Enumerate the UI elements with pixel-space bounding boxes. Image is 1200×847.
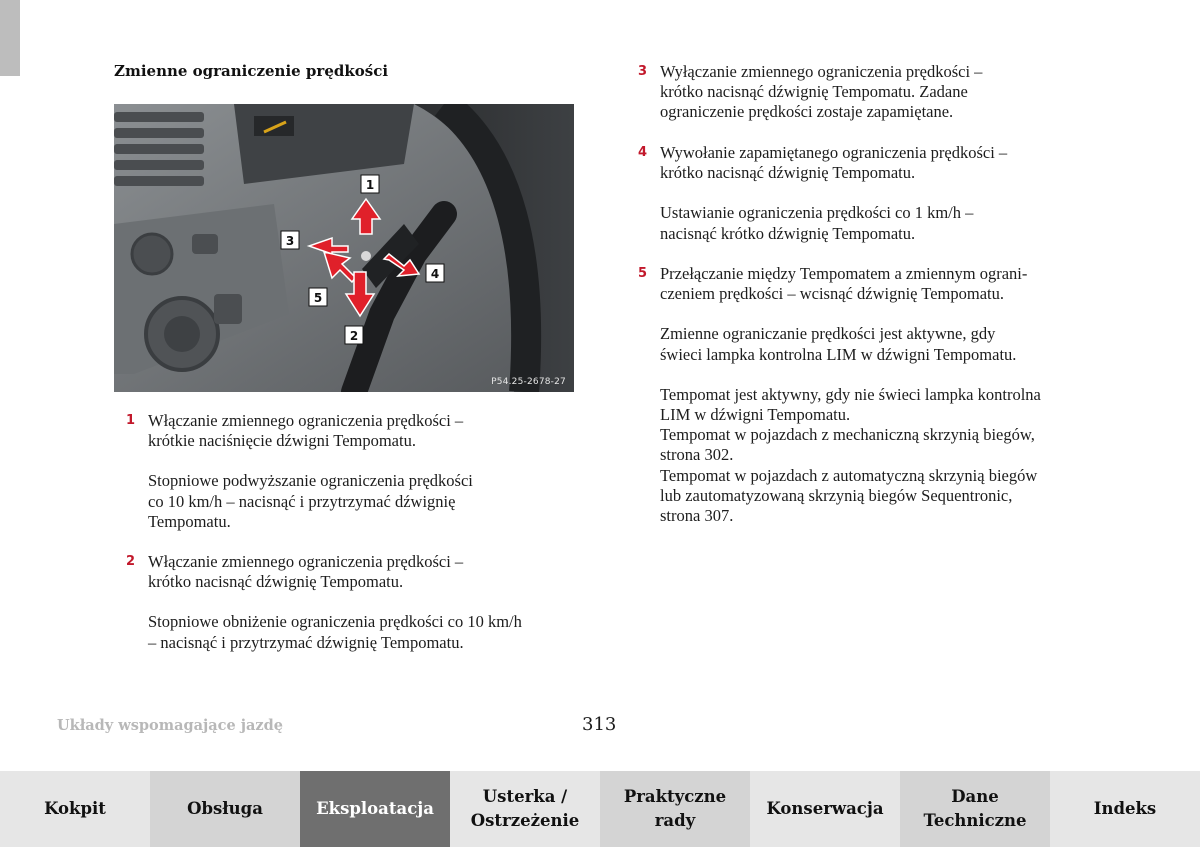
corner-tab-marker [0,0,20,76]
list-item-3 [638,62,1120,123]
tab-indeks[interactable]: Indeks [1050,771,1200,847]
list-item-4 [638,143,1120,244]
tab-obsluga[interactable]: Obsługa [150,771,300,847]
item-number: 4 [638,145,648,160]
item-line: krótko nacisnąć dźwignię Tempomatu. [148,572,404,592]
item-line: świeci lampka kontrolna LIM w dźwigni Tempomatu. [660,344,1017,364]
tab-usterka-ostrzezenie[interactable]: Usterka / Ostrzeżenie [450,771,600,847]
item-number: 2 [126,554,136,569]
callout-2: 2 [349,329,359,343]
item-line: Tempomat w pojazdach z automatyczną skrzynią biegów [660,465,1038,485]
item-line: strona 307. [660,506,734,526]
item-line: LIM w dźwigni Tempomatu. [660,405,851,425]
item-line: Tempomat jest aktywny, gdy nie świeci lampka kontrolna [660,384,1041,404]
callout-5: 5 [313,291,323,305]
tab-praktyczne-rady[interactable]: Praktyczne rady [600,771,750,847]
callout-3: 3 [285,234,295,248]
page-number: 313 [582,714,617,735]
item-line: lub zautomatyzowaną skrzynią biegów Sequentronic, [660,485,1013,505]
item-line: Stopniowe podwyższanie ograniczenia prędkości [148,471,473,491]
item-line: ograniczenie prędkości zostaje zapamiętane. [660,102,954,122]
chapter-navigation-bar [0,771,1200,847]
item-number: 3 [638,64,648,79]
tab-konserwacja[interactable]: Konserwacja [750,771,900,847]
item-line: Włączanie zmiennego ograniczenia prędkości – [148,552,464,571]
list-item-1 [126,411,588,532]
item-line: krótkie naciśnięcie dźwigni Tempomatu. [148,431,416,451]
figure-reference-code: P54.25-2678-27 [491,377,566,387]
tab-eksploatacja[interactable]: Eksploatacja [300,771,450,847]
item-line: strona 302. [660,445,734,465]
list-item-2 [126,552,588,653]
item-line: co 10 km/h – nacisnąć i przytrzymać dźwignię [148,491,456,511]
steering-column-illustration [114,104,574,392]
item-line: Włączanie zmiennego ograniczenia prędkości – [148,411,464,430]
item-line: nacisnąć krótko dźwignię Tempomatu. [660,223,916,243]
item-line: krótko nacisnąć dźwignię Tempomatu. [660,163,916,183]
item-line: Stopniowe obniżenie ograniczenia prędkości co 10 km/h [148,612,522,632]
item-line: Tempomat w pojazdach z mechaniczną skrzynią biegów, [660,425,1035,445]
page-title: Zmienne ograniczenie prędkości [114,62,389,80]
item-number: 1 [126,413,136,428]
item-line: czeniem prędkości – wcisnąć dźwignię Tempomatu. [660,284,1005,304]
footer-section-title: Układy wspomagające jazdę [57,717,283,734]
list-item-5 [638,264,1120,526]
tab-kokpit[interactable]: Kokpit [0,771,150,847]
tempomat-lever-diagram [114,104,574,392]
item-number: 5 [638,266,648,281]
item-line: Wywołanie zapamiętanego ograniczenia prędkości – [660,143,1008,162]
callout-1: 1 [365,178,375,192]
item-line: Wyłączanie zmiennego ograniczenia prędkości – [660,62,983,81]
item-line: krótko nacisnąć dźwignię Tempomatu. Zadane [660,82,968,102]
item-line: – nacisnąć i przytrzymać dźwignię Tempomatu. [148,632,464,652]
tab-dane-techniczne[interactable]: Dane Techniczne [900,771,1050,847]
item-line: Tempomatu. [148,511,231,531]
item-line: Ustawianie ograniczenia prędkości co 1 km/h – [660,203,974,223]
item-line: Zmienne ograniczanie prędkości jest aktywne, gdy [660,324,996,344]
item-line: Przełączanie między Tempomatem a zmiennym ograni- [660,264,1028,283]
callout-4: 4 [430,267,440,281]
